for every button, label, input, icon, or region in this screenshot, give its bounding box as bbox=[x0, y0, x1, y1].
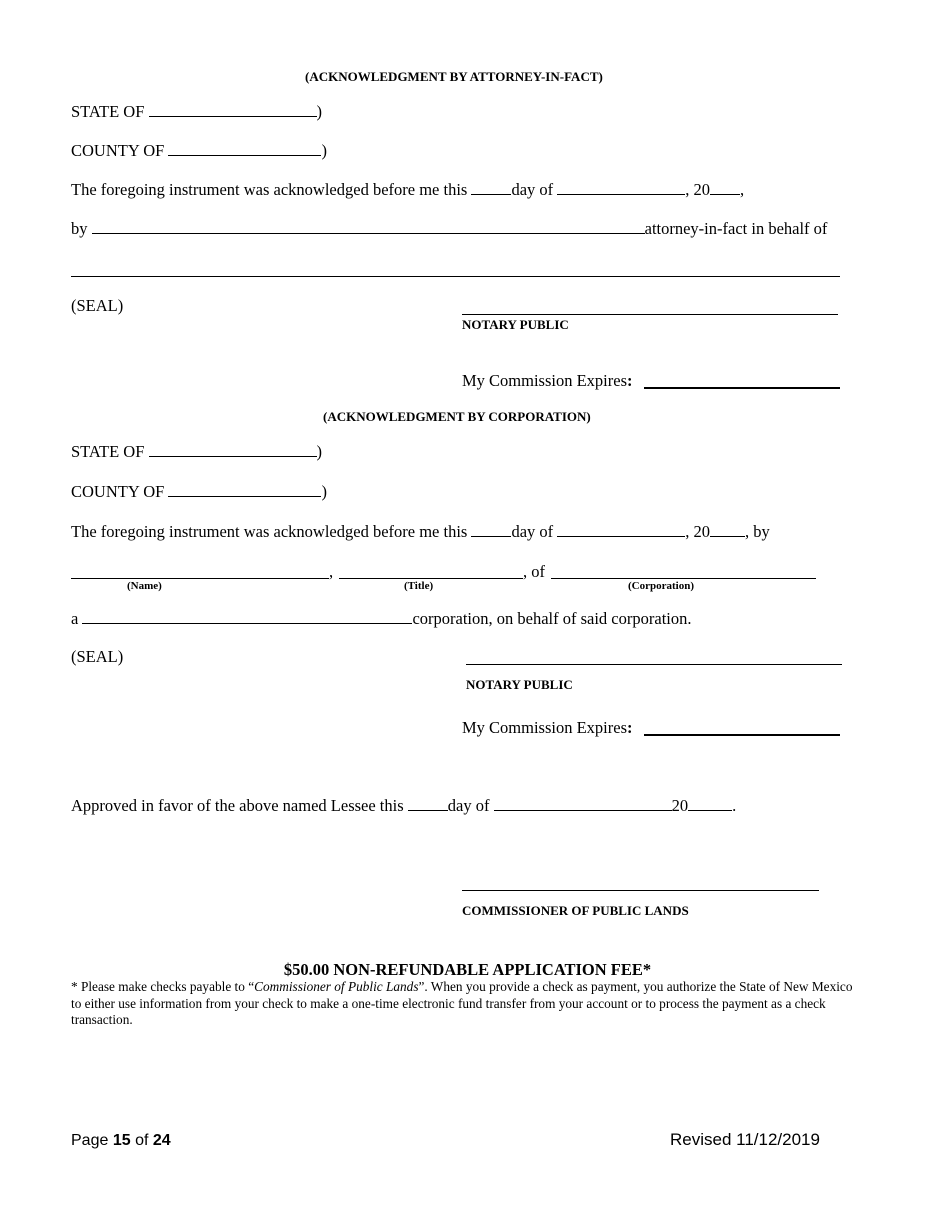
commission-colon: : bbox=[627, 371, 633, 390]
day-of-text: day of bbox=[511, 180, 554, 199]
county-field[interactable] bbox=[168, 141, 321, 156]
caption-title: (Title) bbox=[404, 580, 434, 592]
county-label: COUNTY OF bbox=[71, 141, 165, 160]
month-field[interactable] bbox=[557, 522, 685, 537]
comma-separator: , bbox=[329, 562, 334, 581]
page-number bbox=[71, 1131, 171, 1151]
notary-public-label: NOTARY PUBLIC bbox=[462, 317, 569, 332]
state-label: STATE OF bbox=[71, 442, 145, 461]
commission-colon: : bbox=[627, 718, 633, 737]
page-word: Page bbox=[71, 1132, 109, 1149]
comma-by: , by bbox=[745, 522, 770, 541]
year-prefix: , 20 bbox=[685, 180, 711, 199]
state-field[interactable] bbox=[149, 442, 317, 457]
commissioner-signature-field[interactable] bbox=[462, 890, 819, 891]
approval-day-field[interactable] bbox=[408, 796, 448, 811]
year-prefix: , 20 bbox=[685, 522, 711, 541]
approval-day-of: day of bbox=[447, 796, 490, 815]
day-field[interactable] bbox=[471, 522, 511, 537]
close-paren: ) bbox=[321, 482, 327, 501]
fee-note bbox=[71, 979, 861, 1029]
commission-label: My Commission Expires bbox=[462, 371, 628, 390]
corp-type-field[interactable] bbox=[82, 609, 412, 624]
fee-note-prefix: * Please make checks payable to “ bbox=[71, 979, 255, 994]
commission-expiry-field[interactable] bbox=[644, 387, 840, 389]
attorney-ack-heading: (ACKNOWLEDGMENT BY ATTORNEY-IN-FACT) bbox=[305, 69, 603, 84]
attorney-foregoing-line bbox=[71, 180, 744, 200]
county-field[interactable] bbox=[168, 482, 321, 497]
page-total: 24 bbox=[152, 1132, 171, 1149]
approval-text: Approved in favor of the above named Lessee this bbox=[71, 796, 404, 815]
caption-name: (Name) bbox=[127, 580, 162, 592]
caption-corporation: (Corporation) bbox=[628, 580, 694, 592]
commissioner-label: COMMISSIONER OF PUBLIC LANDS bbox=[462, 903, 689, 918]
attorney-by-line bbox=[71, 219, 827, 239]
notary-public-label: NOTARY PUBLIC bbox=[466, 677, 573, 692]
of-word: of bbox=[135, 1132, 149, 1149]
state-label: STATE OF bbox=[71, 102, 145, 121]
day-field[interactable] bbox=[471, 180, 511, 195]
county-label: COUNTY OF bbox=[71, 482, 165, 501]
close-paren: ) bbox=[316, 102, 323, 121]
behalf-of-field[interactable] bbox=[71, 276, 840, 277]
approval-month-field[interactable] bbox=[494, 796, 672, 811]
notary-signature-field[interactable] bbox=[462, 314, 838, 315]
attorney-seal: (SEAL) bbox=[71, 296, 124, 315]
month-field[interactable] bbox=[557, 180, 685, 195]
by-label: by bbox=[71, 219, 88, 238]
corp-state-line bbox=[71, 442, 322, 462]
corporation-ack-heading: (ACKNOWLEDGMENT BY CORPORATION) bbox=[323, 409, 591, 424]
approval-year-prefix: 20 bbox=[671, 796, 689, 815]
notary-signature-field[interactable] bbox=[466, 664, 842, 665]
attorney-state-line bbox=[71, 102, 322, 122]
close-paren: ) bbox=[321, 141, 327, 160]
foregoing-text: The foregoing instrument was acknowledged before me this bbox=[71, 522, 468, 541]
corp-a-line bbox=[71, 609, 692, 629]
revised-date: Revised 11/12/2019 bbox=[670, 1130, 820, 1149]
attorney-in-fact-text: attorney-in-fact in behalf of bbox=[644, 219, 828, 238]
approval-period: . bbox=[732, 796, 737, 815]
corp-title-field[interactable] bbox=[339, 578, 523, 579]
corp-seal: (SEAL) bbox=[71, 647, 124, 666]
approval-line bbox=[71, 796, 736, 816]
attorney-name-field[interactable] bbox=[92, 219, 645, 234]
comma-of-separator: , of bbox=[523, 562, 545, 581]
day-of-text: day of bbox=[511, 522, 554, 541]
commission-expiry-field[interactable] bbox=[644, 734, 840, 736]
fee-heading: $50.00 NON-REFUNDABLE APPLICATION FEE* bbox=[283, 960, 652, 979]
fee-note-rest: ”. When you provide a check as payment, you authorize the State of New Mexico to either use information from your check to make a one-time electronic fund transfer from your account or to process the payment as a check transaction. bbox=[71, 979, 853, 1027]
state-field[interactable] bbox=[149, 102, 317, 117]
corp-county-line bbox=[71, 482, 327, 502]
attorney-commission-line bbox=[462, 371, 633, 391]
corp-name-field[interactable] bbox=[71, 578, 329, 579]
fee-note-payee: Commissioner of Public Lands bbox=[254, 979, 419, 994]
close-paren: ) bbox=[316, 442, 323, 461]
corp-foregoing-line bbox=[71, 522, 770, 542]
attorney-county-line bbox=[71, 141, 327, 161]
corporation-text: corporation, on behalf of said corporation. bbox=[412, 609, 692, 628]
corp-corporation-field[interactable] bbox=[551, 578, 816, 579]
year-field[interactable] bbox=[710, 180, 740, 195]
commission-label: My Commission Expires bbox=[462, 718, 628, 737]
trailing-comma: , bbox=[740, 180, 745, 199]
year-field[interactable] bbox=[710, 522, 745, 537]
page-current: 15 bbox=[112, 1132, 131, 1149]
approval-year-field[interactable] bbox=[688, 796, 732, 811]
a-label: a bbox=[71, 609, 79, 628]
foregoing-text: The foregoing instrument was acknowledged before me this bbox=[71, 180, 468, 199]
corp-commission-line bbox=[462, 718, 633, 738]
